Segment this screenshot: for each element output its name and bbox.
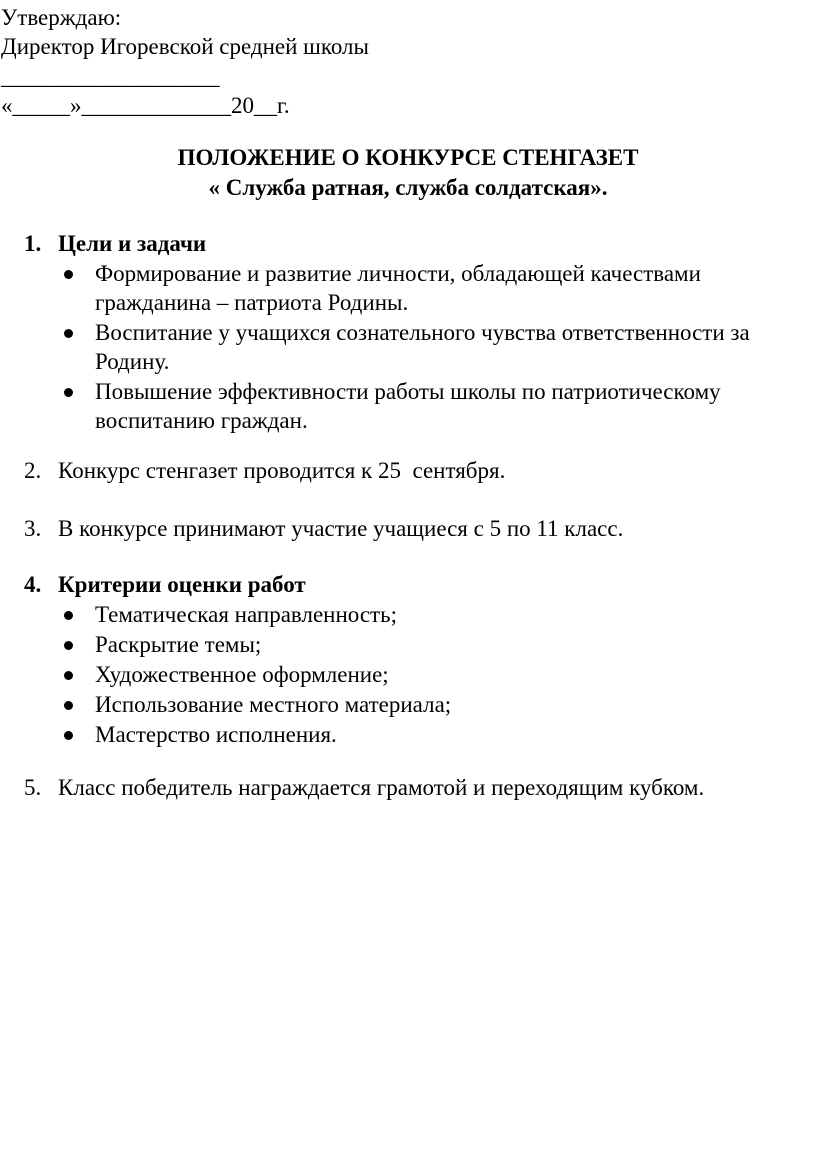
- date-line: «_____»_____________20__г.: [1, 93, 290, 118]
- section-line: [24, 773, 804, 802]
- section-number: 5.: [24, 775, 42, 800]
- section-number: 3.: [24, 516, 42, 541]
- list-item-text: Мастерство исполнения.: [95, 722, 337, 747]
- criteria-list: [24, 600, 804, 749]
- list-item: [24, 377, 804, 435]
- section-line: [24, 456, 804, 485]
- title-subtitle: « Служба ратная, служба солдатская».: [208, 175, 608, 200]
- list-item-text: Художественное оформление;: [95, 662, 389, 687]
- list-item-text: Повышение эффективности работы школы по патриотическому воспитанию граждан.: [95, 379, 721, 433]
- title-main: ПОЛОЖЕНИЕ О КОНКУРСЕ СТЕНГАЗЕТ: [177, 145, 639, 170]
- list-item: [24, 630, 804, 659]
- section-criteria: [24, 570, 804, 749]
- list-item-text: Тематическая направленность;: [95, 602, 397, 627]
- list-item-text: Воспитание у учащихся сознательного чувства ответственности за Родину.: [95, 320, 750, 374]
- signature-line: ___________________: [1, 64, 220, 89]
- list-item: [24, 660, 804, 689]
- approval-position: Директор Игоревской средней школы: [1, 34, 369, 59]
- section-title: Критерии оценки работ: [58, 572, 306, 597]
- section-number: 2.: [24, 458, 42, 483]
- section-date: [24, 456, 804, 485]
- section-number: 4.: [24, 572, 42, 597]
- document-title: [0, 143, 816, 202]
- section-goals: [24, 229, 804, 435]
- section-award: [24, 773, 804, 802]
- section-text: В конкурсе принимают участие учащиеся с 5 по 11 класс.: [58, 516, 624, 541]
- section-number: 1.: [24, 231, 42, 256]
- list-item: [24, 690, 804, 719]
- section-text: Конкурс стенгазет проводится к 25 сентября.: [58, 458, 506, 483]
- list-item: [24, 600, 804, 629]
- list-item-text: Раскрытие темы;: [95, 632, 262, 657]
- section-heading: [24, 570, 804, 599]
- section-text: Класс победитель награждается грамотой и переходящим кубком.: [58, 775, 705, 800]
- list-item: [24, 720, 804, 749]
- section-line: [24, 514, 804, 543]
- approval-label: Утверждаю:: [1, 5, 122, 30]
- section-heading: [24, 229, 804, 258]
- approval-block: [1, 3, 369, 120]
- list-item-text: Использование местного материала;: [95, 692, 452, 717]
- list-item: [24, 259, 804, 317]
- goals-list: [24, 259, 804, 435]
- list-item-text: Формирование и развитие личности, обладающей качествами гражданина – патриота Родины.: [95, 261, 701, 315]
- list-item: [24, 318, 804, 376]
- section-participants: [24, 514, 804, 543]
- section-title: Цели и задачи: [58, 231, 207, 256]
